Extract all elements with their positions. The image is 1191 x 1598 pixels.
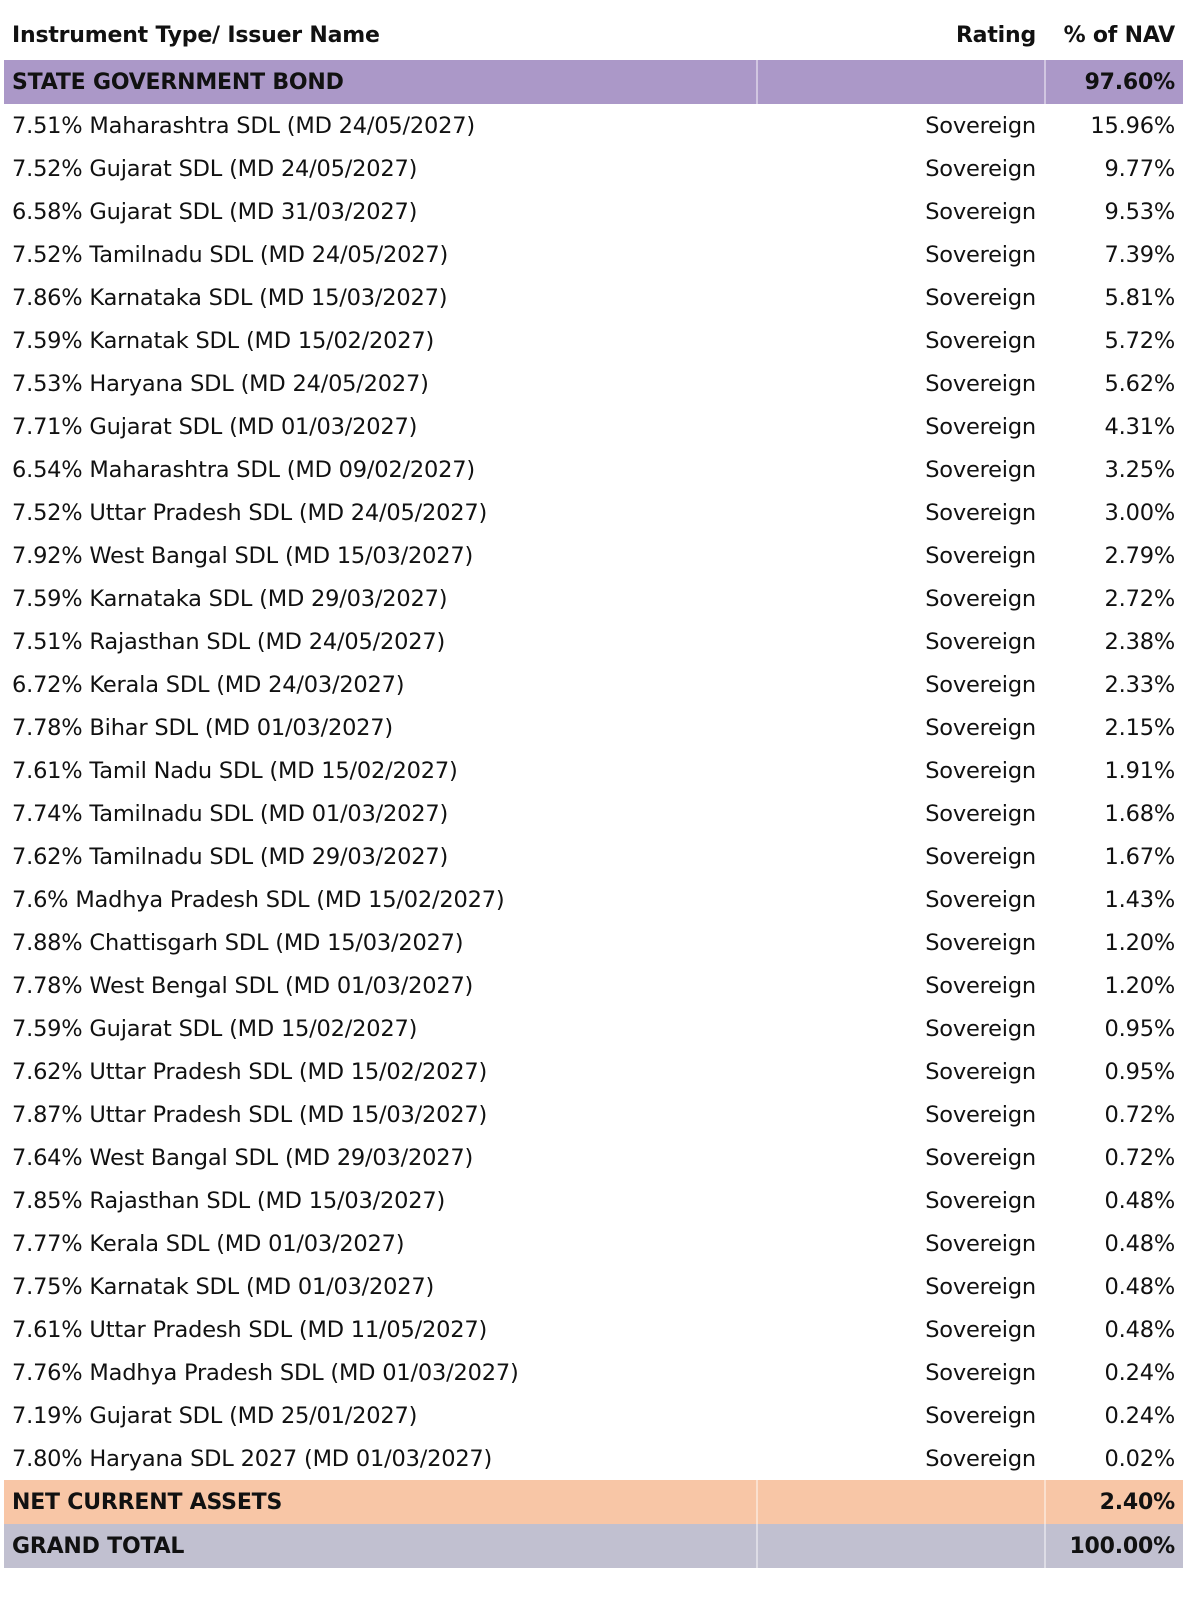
section-row-grand-total [4, 1524, 1183, 1568]
issuer-name-cell: 7.86% Karnataka SDL (MD 15/03/2027) [12, 284, 448, 311]
table-row [4, 921, 1183, 964]
table-row [4, 835, 1183, 878]
table-row [4, 706, 1183, 749]
nav-percent-cell: 0.95% [1104, 1058, 1175, 1085]
nav-percent-cell: 0.48% [1104, 1187, 1175, 1214]
rating-cell: Sovereign [925, 198, 1036, 225]
section-label: GRAND TOTAL [12, 1533, 185, 1559]
table-row [4, 1093, 1183, 1136]
rating-cell: Sovereign [925, 1402, 1036, 1429]
issuer-name-cell: 6.58% Gujarat SDL (MD 31/03/2027) [12, 198, 418, 225]
rating-cell: Sovereign [925, 499, 1036, 526]
issuer-name-cell: 7.61% Tamil Nadu SDL (MD 15/02/2027) [12, 757, 458, 784]
column-header-nav: % of NAV [1063, 22, 1175, 48]
table-row [4, 620, 1183, 663]
table-row [4, 534, 1183, 577]
rating-cell: Sovereign [925, 1058, 1036, 1085]
table-row [4, 147, 1183, 190]
nav-percent-cell: 1.20% [1104, 929, 1175, 956]
issuer-name-cell: 7.52% Uttar Pradesh SDL (MD 24/05/2027) [12, 499, 488, 526]
issuer-name-cell: 7.61% Uttar Pradesh SDL (MD 11/05/2027) [12, 1316, 488, 1343]
rating-cell: Sovereign [925, 542, 1036, 569]
nav-percent-cell: 1.43% [1104, 886, 1175, 913]
issuer-name-cell: 7.62% Tamilnadu SDL (MD 29/03/2027) [12, 843, 449, 870]
rating-cell: Sovereign [925, 1230, 1036, 1257]
nav-percent-cell: 1.91% [1104, 757, 1175, 784]
table-row [4, 1050, 1183, 1093]
table-row [4, 405, 1183, 448]
nav-percent-cell: 0.72% [1104, 1144, 1175, 1171]
issuer-name-cell: 7.64% West Bangal SDL (MD 29/03/2027) [12, 1144, 474, 1171]
nav-percent-cell: 1.67% [1104, 843, 1175, 870]
table-row [4, 190, 1183, 233]
issuer-name-cell: 7.59% Gujarat SDL (MD 15/02/2027) [12, 1015, 418, 1042]
rating-cell: Sovereign [925, 241, 1036, 268]
nav-percent-cell: 15.96% [1090, 112, 1175, 139]
table-row [4, 1136, 1183, 1179]
nav-percent-cell: 5.62% [1104, 370, 1175, 397]
issuer-name-cell: 7.59% Karnataka SDL (MD 29/03/2027) [12, 585, 448, 612]
rating-cell: Sovereign [925, 1101, 1036, 1128]
table-row [4, 1394, 1183, 1437]
section-row-state-government-bond [4, 60, 1183, 104]
section-rating-empty [756, 60, 1046, 104]
section-rating-empty [756, 1524, 1046, 1568]
issuer-name-cell: 6.72% Kerala SDL (MD 24/03/2027) [12, 671, 405, 698]
section-label: STATE GOVERNMENT BOND [12, 69, 344, 95]
table-row [4, 1007, 1183, 1050]
table-row [4, 276, 1183, 319]
issuer-name-cell: 7.77% Kerala SDL (MD 01/03/2027) [12, 1230, 405, 1257]
section-nav-value: 97.60% [1084, 69, 1175, 95]
table-row [4, 1437, 1183, 1480]
issuer-name-cell: 7.52% Gujarat SDL (MD 24/05/2027) [12, 155, 418, 182]
issuer-name-cell: 7.51% Rajasthan SDL (MD 24/05/2027) [12, 628, 446, 655]
section-label: NET CURRENT ASSETS [12, 1489, 283, 1515]
rating-cell: Sovereign [925, 585, 1036, 612]
issuer-name-cell: 7.74% Tamilnadu SDL (MD 01/03/2027) [12, 800, 449, 827]
rating-cell: Sovereign [925, 370, 1036, 397]
issuer-name-cell: 7.78% West Bengal SDL (MD 01/03/2027) [12, 972, 474, 999]
table-row [4, 448, 1183, 491]
issuer-name-cell: 7.6% Madhya Pradesh SDL (MD 15/02/2027) [12, 886, 505, 913]
nav-percent-cell: 2.38% [1104, 628, 1175, 655]
nav-percent-cell: 9.77% [1104, 155, 1175, 182]
table-row [4, 878, 1183, 921]
table-row [4, 1265, 1183, 1308]
issuer-name-cell: 7.53% Haryana SDL (MD 24/05/2027) [12, 370, 429, 397]
rating-cell: Sovereign [925, 714, 1036, 741]
table-row [4, 1308, 1183, 1351]
rating-cell: Sovereign [925, 757, 1036, 784]
rating-cell: Sovereign [925, 112, 1036, 139]
section-nav-value: 100.00% [1069, 1533, 1175, 1559]
nav-percent-cell: 2.33% [1104, 671, 1175, 698]
section-rating-empty [756, 1480, 1046, 1524]
holdings-rows [4, 104, 1183, 1480]
nav-percent-cell: 0.02% [1104, 1445, 1175, 1472]
nav-percent-cell: 0.48% [1104, 1316, 1175, 1343]
rating-cell: Sovereign [925, 1445, 1036, 1472]
issuer-name-cell: 7.78% Bihar SDL (MD 01/03/2027) [12, 714, 393, 741]
rating-cell: Sovereign [925, 800, 1036, 827]
rating-cell: Sovereign [925, 1273, 1036, 1300]
portfolio-holdings-table [4, 10, 1183, 1568]
table-row [4, 749, 1183, 792]
rating-cell: Sovereign [925, 327, 1036, 354]
nav-percent-cell: 4.31% [1104, 413, 1175, 440]
issuer-name-cell: 7.75% Karnatak SDL (MD 01/03/2027) [12, 1273, 435, 1300]
table-row [4, 1222, 1183, 1265]
nav-percent-cell: 0.48% [1104, 1273, 1175, 1300]
table-row [4, 964, 1183, 1007]
nav-percent-cell: 2.72% [1104, 585, 1175, 612]
rating-cell: Sovereign [925, 284, 1036, 311]
rating-cell: Sovereign [925, 413, 1036, 440]
nav-percent-cell: 2.79% [1104, 542, 1175, 569]
nav-percent-cell: 1.20% [1104, 972, 1175, 999]
issuer-name-cell: 7.59% Karnatak SDL (MD 15/02/2027) [12, 327, 435, 354]
nav-percent-cell: 5.81% [1104, 284, 1175, 311]
issuer-name-cell: 7.71% Gujarat SDL (MD 01/03/2027) [12, 413, 418, 440]
table-row [4, 1351, 1183, 1394]
issuer-name-cell: 6.54% Maharashtra SDL (MD 09/02/2027) [12, 456, 475, 483]
table-row [4, 663, 1183, 706]
rating-cell: Sovereign [925, 929, 1036, 956]
rating-cell: Sovereign [925, 155, 1036, 182]
issuer-name-cell: 7.52% Tamilnadu SDL (MD 24/05/2027) [12, 241, 449, 268]
nav-percent-cell: 3.25% [1104, 456, 1175, 483]
column-header-issuer-name: Instrument Type/ Issuer Name [12, 22, 380, 48]
table-row [4, 577, 1183, 620]
issuer-name-cell: 7.88% Chattisgarh SDL (MD 15/03/2027) [12, 929, 464, 956]
rating-cell: Sovereign [925, 1316, 1036, 1343]
rating-cell: Sovereign [925, 628, 1036, 655]
table-row [4, 491, 1183, 534]
table-row [4, 362, 1183, 405]
issuer-name-cell: 7.19% Gujarat SDL (MD 25/01/2027) [12, 1402, 418, 1429]
issuer-name-cell: 7.51% Maharashtra SDL (MD 24/05/2027) [12, 112, 475, 139]
table-row [4, 1179, 1183, 1222]
issuer-name-cell: 7.80% Haryana SDL 2027 (MD 01/03/2027) [12, 1445, 493, 1472]
section-row-net-current-assets [4, 1480, 1183, 1524]
rating-cell: Sovereign [925, 886, 1036, 913]
table-row [4, 104, 1183, 147]
nav-percent-cell: 5.72% [1104, 327, 1175, 354]
nav-percent-cell: 1.68% [1104, 800, 1175, 827]
table-header-row [4, 10, 1183, 60]
issuer-name-cell: 7.62% Uttar Pradesh SDL (MD 15/02/2027) [12, 1058, 488, 1085]
section-nav-value: 2.40% [1099, 1489, 1175, 1515]
nav-percent-cell: 7.39% [1104, 241, 1175, 268]
rating-cell: Sovereign [925, 972, 1036, 999]
issuer-name-cell: 7.92% West Bangal SDL (MD 15/03/2027) [12, 542, 474, 569]
nav-percent-cell: 9.53% [1104, 198, 1175, 225]
nav-percent-cell: 0.72% [1104, 1101, 1175, 1128]
table-row [4, 792, 1183, 835]
table-row [4, 233, 1183, 276]
rating-cell: Sovereign [925, 1144, 1036, 1171]
nav-percent-cell: 0.95% [1104, 1015, 1175, 1042]
nav-percent-cell: 0.48% [1104, 1230, 1175, 1257]
nav-percent-cell: 2.15% [1104, 714, 1175, 741]
rating-cell: Sovereign [925, 671, 1036, 698]
rating-cell: Sovereign [925, 456, 1036, 483]
column-header-rating: Rating [955, 22, 1036, 48]
nav-percent-cell: 0.24% [1104, 1359, 1175, 1386]
rating-cell: Sovereign [925, 843, 1036, 870]
table-row [4, 319, 1183, 362]
rating-cell: Sovereign [925, 1359, 1036, 1386]
issuer-name-cell: 7.76% Madhya Pradesh SDL (MD 01/03/2027) [12, 1359, 519, 1386]
nav-percent-cell: 3.00% [1104, 499, 1175, 526]
issuer-name-cell: 7.87% Uttar Pradesh SDL (MD 15/03/2027) [12, 1101, 488, 1128]
nav-percent-cell: 0.24% [1104, 1402, 1175, 1429]
issuer-name-cell: 7.85% Rajasthan SDL (MD 15/03/2027) [12, 1187, 446, 1214]
rating-cell: Sovereign [925, 1187, 1036, 1214]
rating-cell: Sovereign [925, 1015, 1036, 1042]
